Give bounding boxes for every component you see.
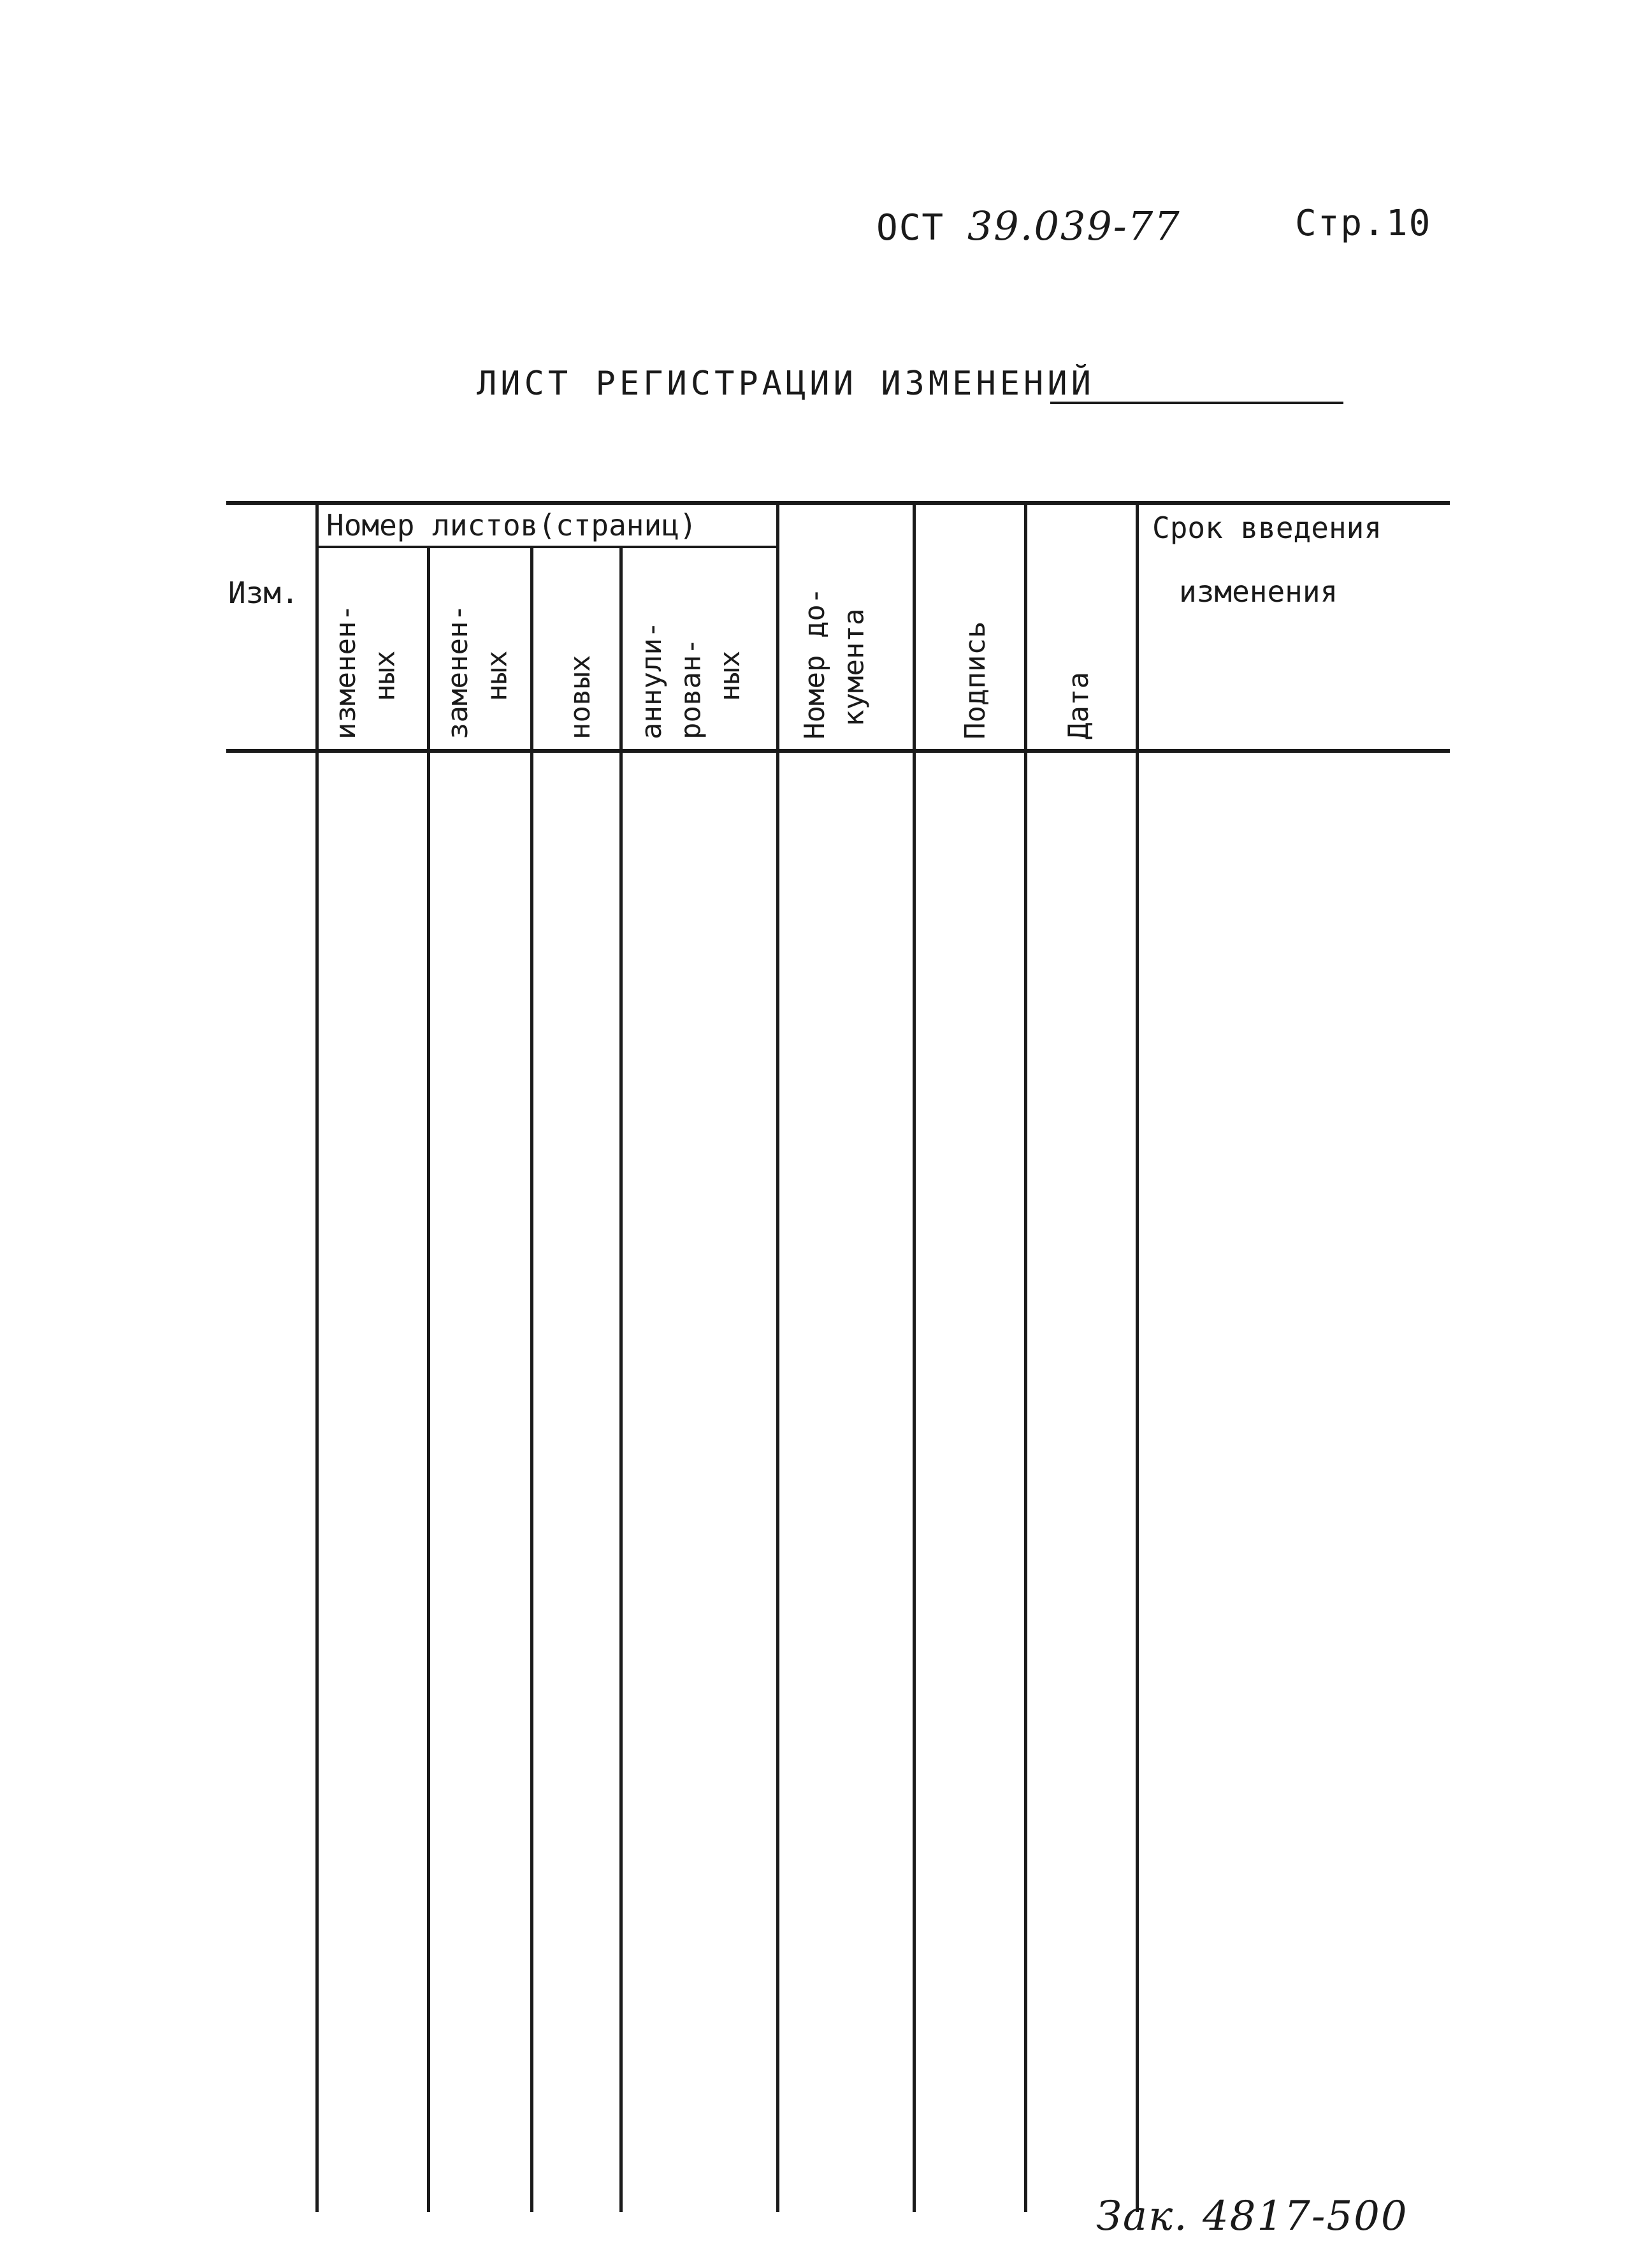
column-divider xyxy=(1136,504,1139,2212)
column-header-document-number: Номер до- кумента xyxy=(799,587,871,739)
column-divider xyxy=(619,548,623,2212)
column-divider xyxy=(315,504,319,2212)
column-header-change: Изм. xyxy=(228,576,299,610)
standard-designation xyxy=(876,203,1181,249)
table-top-border xyxy=(226,501,1450,505)
page-title: ЛИСТ РЕГИСТРАЦИИ ИЗМЕНЕНИЙ xyxy=(477,365,1095,403)
column-divider xyxy=(530,548,533,2212)
column-header-term-line1: Срок введения xyxy=(1152,511,1382,545)
column-divider xyxy=(427,548,430,2212)
page-number: Стр.10 xyxy=(1295,203,1432,244)
column-divider xyxy=(776,504,779,2212)
column-header-signature: Подпись xyxy=(959,621,992,739)
column-header-cancelled: аннули- рован- ных xyxy=(635,621,747,739)
column-divider xyxy=(913,504,916,2212)
column-header-date: Дата xyxy=(1062,672,1095,739)
group-header-underline xyxy=(319,546,777,548)
column-header-changed: изменен- ных xyxy=(329,604,401,739)
order-number-note: Зак. 4817-500 xyxy=(1096,2193,1408,2240)
column-header-term-line2: изменения xyxy=(1179,574,1338,609)
header-bottom-border xyxy=(226,749,1450,753)
column-header-replaced: заменен- ных xyxy=(442,604,514,739)
title-underline xyxy=(1050,402,1343,404)
standard-number: 39.039-77 xyxy=(967,203,1181,249)
column-header-new: новых xyxy=(564,655,596,739)
column-divider xyxy=(1024,504,1027,2212)
column-group-header-sheet-numbers: Номер листов(страниц) xyxy=(326,508,697,542)
standard-prefix: ОСТ xyxy=(876,207,967,249)
